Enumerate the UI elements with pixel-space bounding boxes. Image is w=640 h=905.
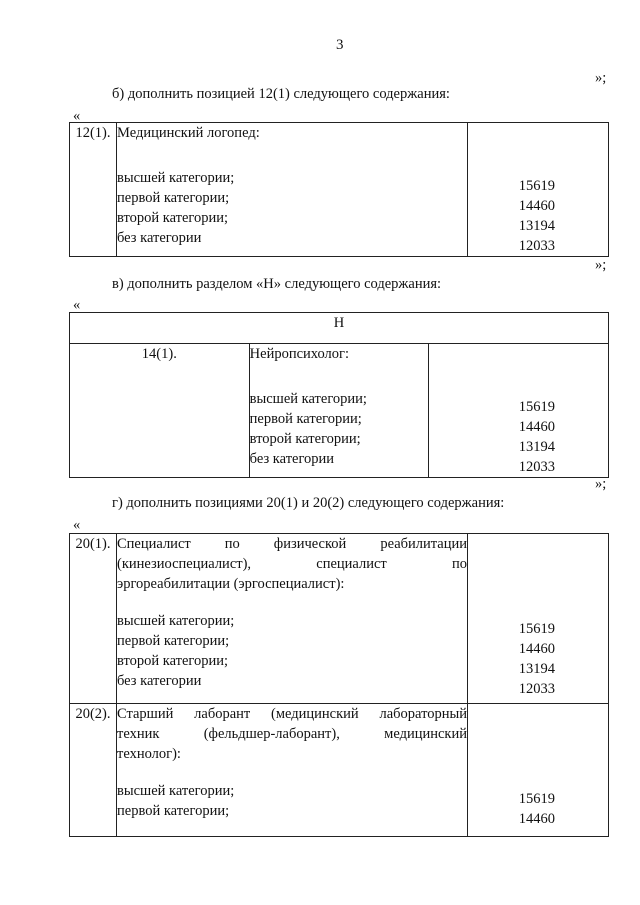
position-title: Медицинский логопед:	[117, 125, 260, 141]
open-quote: «	[73, 517, 81, 533]
salary-value: 15619	[518, 399, 555, 415]
category-label: без категории	[117, 673, 202, 689]
category-label: высшей категории;	[117, 170, 235, 186]
category-label: первой категории;	[117, 633, 230, 649]
position-title-line: (кинезиоспециалист), специалист по	[117, 556, 467, 572]
row-number: 20(1).	[70, 534, 117, 704]
salary-value: 14460	[518, 641, 555, 657]
salary-value: 14460	[518, 198, 555, 214]
position-cell	[117, 123, 468, 257]
section-g-intro: г) дополнить позициями 20(1) и 20(2) следующего содержания:	[112, 495, 505, 511]
section-b-table	[69, 122, 609, 257]
section-b-intro: б) дополнить позицией 12(1) следующего содержания:	[112, 86, 450, 102]
value-cell	[468, 123, 609, 257]
section-g-table	[69, 533, 609, 837]
salary-value: 12033	[518, 459, 555, 475]
salary-value: 14460	[518, 419, 555, 435]
category-label: без категории	[249, 451, 335, 467]
position-title-line: техник (фельдшер-лаборант), медицинский	[117, 726, 467, 742]
position-title-line: технолог):	[117, 746, 181, 762]
position-title-line: эргореабилитации (эргоспециалист):	[117, 576, 345, 592]
table-row	[70, 534, 609, 704]
table-row	[70, 704, 609, 837]
salary-value: 13194	[518, 218, 555, 234]
position-title-line: Специалист по физической реабилитации	[117, 536, 467, 552]
row-number: 20(2).	[70, 704, 117, 837]
close-quote: »;	[595, 476, 607, 492]
salary-value: 14460	[518, 811, 555, 827]
category-label: первой категории;	[117, 190, 230, 206]
close-quote: »;	[595, 257, 607, 273]
salary-value: 12033	[518, 681, 555, 697]
position-cell	[249, 344, 429, 478]
open-quote: «	[73, 108, 81, 124]
section-header: Н	[70, 313, 609, 344]
salary-value: 15619	[518, 791, 555, 807]
salary-value: 13194	[518, 661, 555, 677]
table-row	[70, 123, 609, 257]
category-label: второй категории;	[249, 431, 361, 447]
position-cell	[117, 704, 468, 837]
category-label: второй категории;	[117, 653, 229, 669]
category-label: без категории	[117, 230, 202, 246]
salary-value: 13194	[518, 439, 555, 455]
open-quote: «	[73, 297, 81, 313]
category-label: высшей категории;	[117, 783, 235, 799]
value-cell	[429, 344, 609, 478]
category-label: высшей категории;	[249, 391, 367, 407]
value-cell	[468, 704, 609, 837]
row-number: 14(1).	[70, 344, 250, 478]
page-number: 3	[336, 37, 344, 53]
close-quote: »;	[595, 70, 607, 86]
position-title-line: Старший лаборант (медицинский лабораторный	[117, 706, 467, 722]
salary-value: 15619	[518, 178, 555, 194]
section-v-table	[69, 312, 609, 478]
table-row	[70, 344, 609, 478]
category-label: первой категории;	[117, 803, 230, 819]
category-label: высшей категории;	[117, 613, 235, 629]
section-v-intro: в) дополнить разделом «Н» следующего содержания:	[112, 276, 442, 292]
position-title: Нейропсихолог:	[249, 346, 349, 362]
salary-value: 12033	[518, 238, 555, 254]
row-number: 12(1).	[70, 123, 117, 257]
value-cell	[468, 534, 609, 704]
position-cell	[117, 534, 468, 704]
section-header-row	[70, 313, 609, 344]
salary-value: 15619	[518, 621, 555, 637]
category-label: второй категории;	[117, 210, 229, 226]
category-label: первой категории;	[249, 411, 362, 427]
